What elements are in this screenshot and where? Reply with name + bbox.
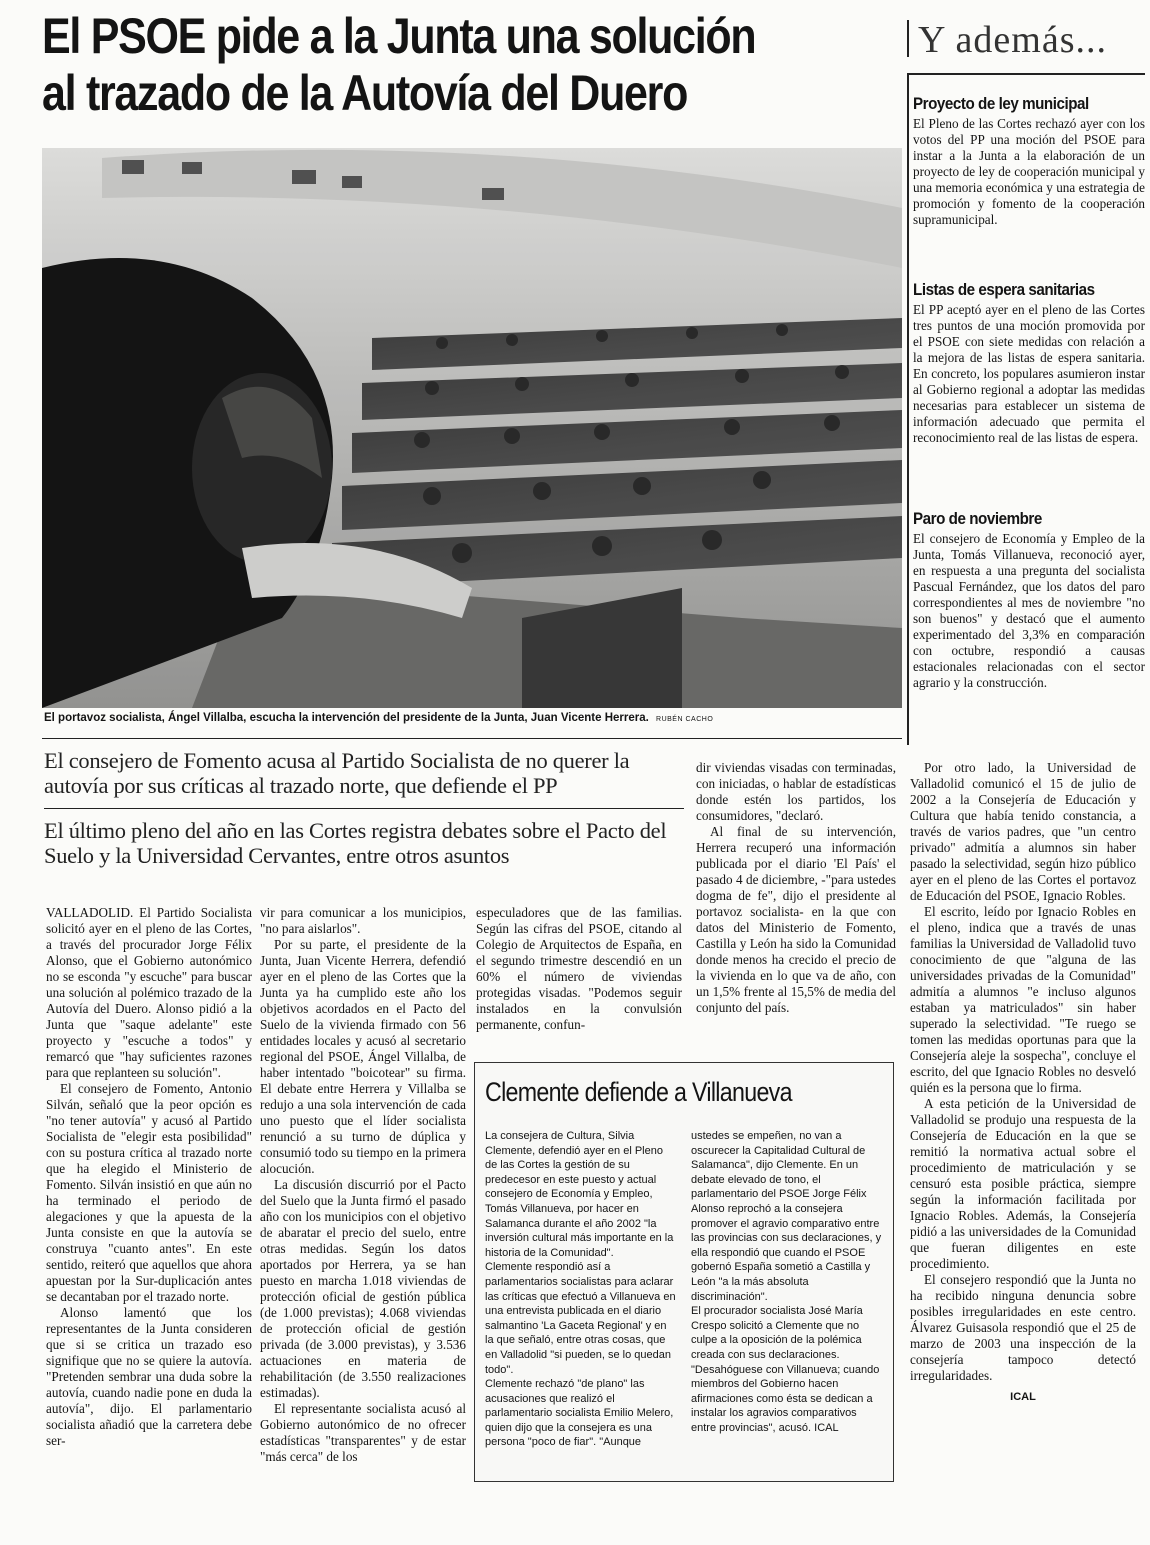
deck-separator (44, 808, 684, 809)
parliament-photo-graphic (42, 148, 902, 708)
sidebar-item-municipal (913, 95, 1145, 228)
inset-box-column-right (691, 1129, 883, 1435)
inset-paragraph: "Desahóguese con Villanueva; cuando miembros del Gobierno hacen afirmaciones como ésta se dedican a instalar los agravios comparativos entre provincias", acusó. ICAL (691, 1363, 880, 1434)
sidebar-top-rule (907, 73, 1145, 75)
article-paragraph: Alonso lamentó que los representantes de la Junta consideren que si se critica un trazado eso signifique que no se quiere la autovía. "Pretenden sembrar una duda sobre la autovía, cuando nadie pone en duda la autovía", dijo. El parlamentario socialista añadió que la carretera debe ser- (46, 1305, 252, 1448)
headline-line-1: El PSOE pide a la Junta una solución (42, 8, 756, 64)
article-paragraph: Por otro lado, la Universidad de Valladolid comunicó el 15 de julio de 2002 a la Consejería de Educación y Cultura que había tenido constancia, a través de varios padres, que "un centro privado" admitía a alumnos sin haber pasado la selectividad, según hizo público ayer en el pleno de las Cortes el portavoz de Educación del PSOE, Ignacio Robles. (910, 760, 1136, 903)
article-paragraph: La discusión discurrió por el Pacto del Suelo que la Junta firmó el pasado año con los municipios con el objetivo de abaratar el precio del suelo, entre otras medidas. Según los datos aportados por Herrera, ya se han puesto en marcha 1.018 viviendas de protección oficial de gestión pública (de 1.000 previstas); 4.068 viviendas de protección oficial de gestión privada (de 3.000 previstas), y 3.536 actuaciones en materia de rehabilitación (de 3.550 realizaciones estimadas). (260, 1177, 466, 1400)
article-column-1 (46, 905, 252, 1449)
article-paragraph: dir viviendas visadas con terminadas, con iniciadas, o hablar de estadísticas donde estén los partidos, los consumidores, "declaró. (696, 760, 896, 823)
sidebar-item-waiting-lists (913, 281, 1145, 446)
headline (42, 8, 782, 122)
photo-caption (44, 712, 904, 724)
sidebar-item-body: El Pleno de las Cortes rechazó ayer con los votos del PP una moción del PSOE para instar a la Junta a la elaboración de un proyecto de ley de cooperación municipal y una memoria económica y una estrategia de promoción y fomento de la cooperación supramunicipal. (913, 116, 1145, 227)
article-paragraph: A esta petición de la Universidad de Valladolid se produjo una respuesta de la Consejería de Educación en la que se remitió la normativa actual sobre el procedimiento de matriculación y se censuró esta posible práctica, siempre según la información facilitada por Ignacio Robles. Además, la Consejería pidió a las universidades de la Comunidad que fueran diligentes en este procedimiento. (910, 1096, 1136, 1271)
inset-box-title: Clemente defiende a Villanueva (485, 1077, 792, 1107)
article-paragraph: El escrito, leído por Ignacio Robles en el pleno, indica que a través de unas familias la Universidad de Valladolid tuvo conocimiento de que "alguna de las universidades privadas de la Comunidad" admitía a alumnos "e incluso algunos estaban ya matriculados" sin haber superado la selectividad. "Te ruego se tomen las medidas oportunas para que la Consejería aleje la sospecha", concluye el escrito, del que Ignacio Robles no desveló quién es la persona que lo firma. (910, 904, 1136, 1095)
sidebar-title-rule (907, 20, 909, 57)
article-column-2 (260, 905, 466, 1465)
article-paragraph: El consejero de Fomento, Antonio Silván, señaló que la peor opción es "no tener autovía" y acusó al Partido Socialista de "elegir esta posibilidad" con su postura crítica al trazado norte que ha elegido el Ministerio de Fomento. Silván insistió en que aún no ha terminado el periodo de alegaciones y que la apuesta de la Junta consiste en que la autovía se construya "cuanto antes". En este sentido, reiteró que aquellos que ahora apuestan por la Sur-duplicación antes se decantaban por el trazado norte. (46, 1081, 252, 1304)
article-paragraph: especuladores que de las familias. Según las cifras del PSOE, citando al Colegio de Arquitectos de España, en el segundo trimestre descendió en un 60% el número de viviendas protegidas visadas. "Podemos seguir instalados en la convulsión permanente, confun- (476, 905, 682, 1032)
article-column-3 (476, 905, 682, 1033)
article-signature: ICAL (1010, 1391, 1036, 1403)
article-paragraph: vir para comunicar a los municipios, "no para aislarlos". (260, 905, 466, 936)
photo-caption-text: El portavoz socialista, Ángel Villalba, escucha la intervención del presidente de la Junta, Juan Vicente Herrera. (44, 712, 649, 724)
photo-bottom-rule (42, 738, 902, 739)
inset-paragraph: La consejera de Cultura, Silvia Clemente, defendió ayer en el Pleno de las Cortes la gestión de su predecesor en este puesto y actual consejero de Economía y Empleo, Tomás Villanueva, por hacer en Salamanca durante el año 2002 "la inversión cultural más importante en la historia de la Comunidad". (485, 1130, 674, 1259)
sidebar-item-body: El consejero de Economía y Empleo de la Junta, Tomás Villanueva, reconoció ayer, en respuesta a una pregunta del socialista Pascual Fernández, que los datos del paro correspondientes al mes de noviembre "no son buenos" y destacó que el aumento experimentado del 3,3% en comparación con octubre, respondió a causas estacionales relacionadas con el sector agrario y la construcción. (913, 531, 1145, 690)
sidebar-item-heading: Proyecto de ley municipal (913, 95, 1089, 113)
article-paragraph: El consejero respondió que la Junta no ha recibido ninguna denuncia sobre posibles irregularidades en este centro. Álvarez Guisasola respondió que el 25 de marzo de 2003 una inspección de la consejería tampoco detectó irregularidades. (910, 1272, 1136, 1383)
article-paragraph: Al final de su intervención, Herrera recuperó una información publicada por el diario 'El País' el pasado 4 de diciembre, -"para ustedes dogma de fe", dijo el presidente al portavoz socialista- en la que con datos del Ministerio de Fomento, Castilla y León ha sido la Comunidad donde menos ha crecido el precio de la vivienda en lo que va de año, con un 1,5% frente al 15,5% de media del conjunto del país. (696, 824, 896, 1015)
article-paragraph: VALLADOLID. El Partido Socialista solicitó ayer en el pleno de las Cortes, a través del procurador Jorge Félix Alonso, que el Gobierno autonómico no se esconda "y escuche" para buscar una solución al polémico trazado de la Autovía del Duero. Alonso pidió a la Junta que "saque adelante" este proyecto y "escuche a todos" y remarcó que "hay suficientes razones para que replanteen su solución". (46, 905, 252, 1080)
article-photo (42, 148, 902, 708)
inset-paragraph: Clemente rechazó "de plano" las acusaciones que realizó el parlamentario socialista Emilio Melero, quien dijo que la consejera es una persona "poco de fiar". "Aunque (485, 1378, 674, 1449)
sidebar-left-rule (907, 73, 909, 745)
inset-paragraph: ustedes se empeñen, no van a oscurecer la Capitalidad Cultural de Salamanca", dijo Clemente. En un debate elevado de tono, el parlamentario del PSOE Jorge Félix Alonso reprochó a la consejera promover el agravio comparativo entre las provincias con sus declaraciones, y ella respondió que cuando el PSOE gobernó España sometió a Castilla y León "a la más absoluta discriminación". (691, 1130, 882, 1303)
inset-box-column-left (485, 1129, 677, 1450)
sidebar-item-unemployment (913, 510, 1145, 691)
deck-pleno: El último pleno del año en las Cortes registra debates sobre el Pacto del Suelo y la Universidad Cervantes, entre otros asuntos (44, 818, 667, 868)
article-paragraph: El representante socialista acusó al Gobierno autonómico de no ofrecer estadísticas "transparentes" y de estar "más cerca" de los (260, 1401, 466, 1464)
inset-box (474, 1062, 894, 1482)
article-column-5 (910, 760, 1136, 1405)
inset-paragraph: Clemente respondió así a parlamentarios socialistas para aclarar las críticas que efectuó a Villanueva en una entrevista publicada en el diario salmantino 'La Gaceta Regional' y en la que señaló, entre otras cosas, que en Valladolid "si pueden, se lo quedan todo". (485, 1261, 676, 1376)
headline-line-2: al trazado de la Autovía del Duero (42, 65, 688, 121)
inset-paragraph: El procurador socialista José María Crespo solicitó a Clemente que no culpe a la oposición de la polémica creada con sus declaraciones. (691, 1305, 863, 1361)
article-paragraph: Por su parte, el presidente de la Junta, Juan Vicente Herrera, defendió ayer en el pleno de las Cortes que la Junta ya ha cumplido este año los objetivos acordados en el Pacto del Suelo de la vivienda firmado con 56 entidades locales y acusó al secretario regional del PSOE, Ángel Villalba, de haber intentado "boicotear" su firma. El debate entre Herrera y Villalba se redujo a una sola intervención de cada uno puesto que el líder socialista renunció a su turno de dúplica y consumió todo su tiempo en la primera alocución. (260, 937, 466, 1176)
sidebar-item-heading: Paro de noviembre (913, 510, 1042, 528)
sidebar-title: Y además... (918, 19, 1107, 61)
sidebar-item-body: El PP aceptó ayer en el pleno de las Cortes tres puntos de una moción promovida por el PSOE con siete medidas con relación a la mejora de las listas de espera sanitaria. En concreto, los populares asumieron instar al Gobierno regional a adoptar las medidas necesarias para establecer un sistema de información adecuado que permita el reconocimiento real de las listas de espera. (913, 302, 1145, 445)
article-column-4 (696, 760, 896, 1016)
article-signature-row (910, 1388, 1136, 1405)
photo-credit: RUBÉN CACHO (656, 716, 714, 723)
deck-fomento: El consejero de Fomento acusa al Partido Socialista de no querer la autovía por sus críticas al trazado norte, que defiende el PP (44, 748, 630, 798)
sidebar-item-heading: Listas de espera sanitarias (913, 281, 1095, 299)
